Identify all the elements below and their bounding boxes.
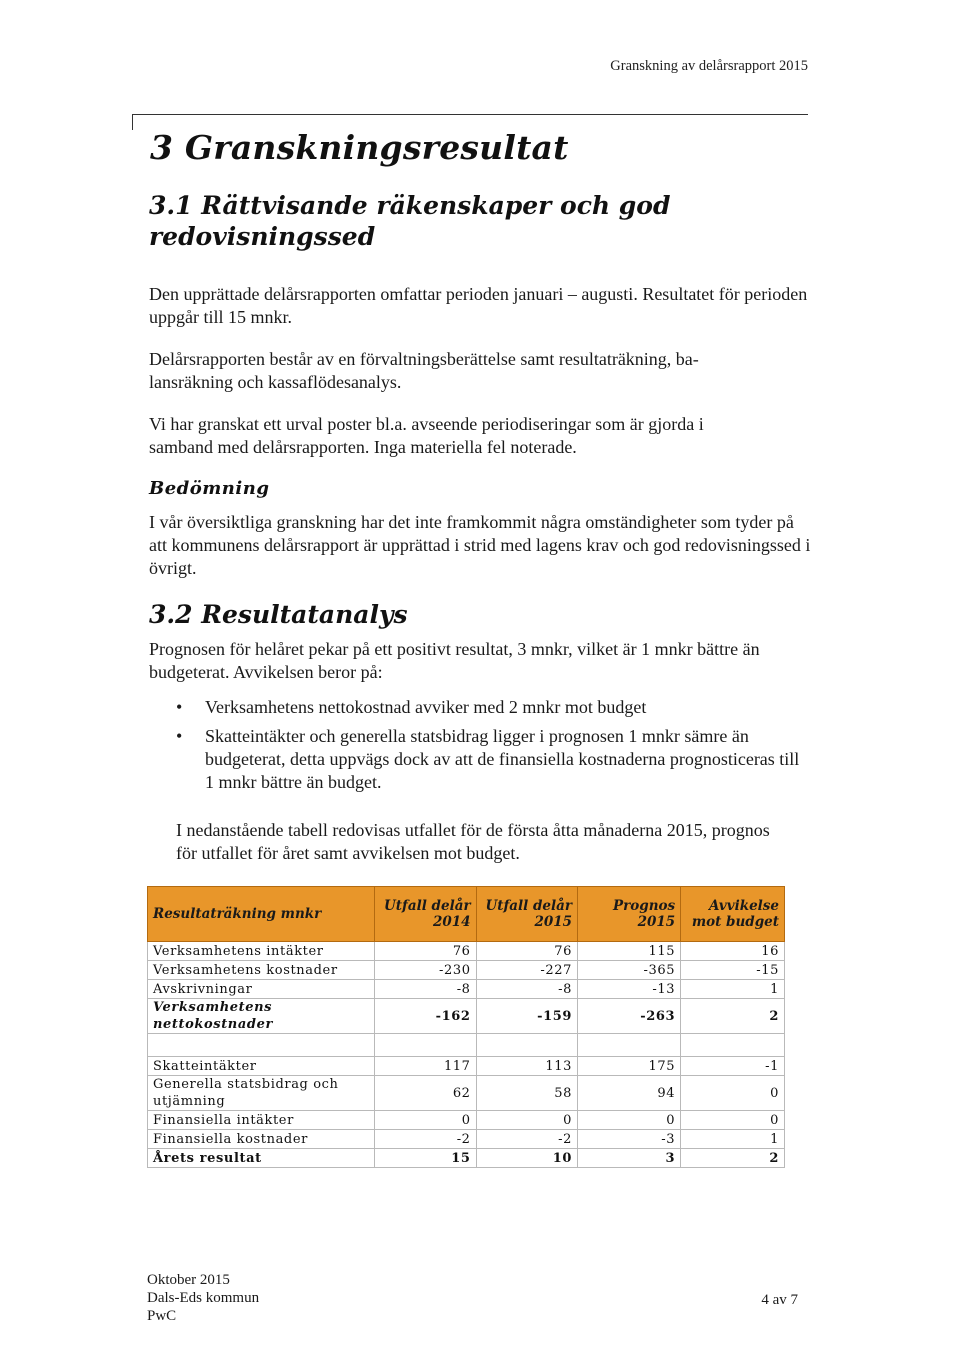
footer-client: Dals-Eds kommun xyxy=(147,1290,260,1306)
row-label: Verksamhetens nettokostnader xyxy=(148,999,375,1034)
cell-value: -1 xyxy=(681,1057,785,1076)
row-label: Finansiella intäkter xyxy=(148,1111,375,1130)
row-label: Verksamhetens intäkter xyxy=(148,942,375,961)
cell-value: 1 xyxy=(681,980,785,999)
row-label: Årets resultat xyxy=(148,1149,375,1168)
cell-value: 0 xyxy=(681,1076,785,1111)
table-row xyxy=(148,980,785,999)
cell-value: 0 xyxy=(681,1111,785,1130)
header-rule xyxy=(132,114,808,115)
cell-value: 2 xyxy=(681,1149,785,1168)
table-row-total xyxy=(148,1149,785,1168)
row-label: Avskrivningar xyxy=(148,980,375,999)
cell-value: 115 xyxy=(578,942,681,961)
table-row-subtotal xyxy=(148,999,785,1034)
section-title: 3 Granskningsresultat xyxy=(150,128,569,167)
cell-value: -13 xyxy=(578,980,681,999)
bullet-item: • Skatteintäkter och generella statsbidrag ligger i prognosen 1 mnkr sämre än budgeterat, detta uppvägs dock av att de finansiella kostnaderna prognosticeras till 1 mnkr bättre än budget. xyxy=(176,725,806,794)
cell-value: 62 xyxy=(375,1076,476,1111)
table-header-row xyxy=(148,887,785,942)
cell-value: 1 xyxy=(681,1130,785,1149)
cell-value: -15 xyxy=(681,961,785,980)
table-row xyxy=(148,942,785,961)
col-header-2015: Utfall delår 2015 xyxy=(476,887,577,942)
cell-value: -159 xyxy=(476,999,577,1034)
table-row xyxy=(148,1057,785,1076)
cell-value: 16 xyxy=(681,942,785,961)
paragraph-review: Vi har granskat ett urval poster bl.a. avseende periodiseringar som är gjorda i samband med delårsrapporten. Inga materiella fel noterade. xyxy=(149,414,704,457)
cell-value: 76 xyxy=(476,942,577,961)
footer-info xyxy=(147,1271,259,1325)
cell-value: -3 xyxy=(578,1130,681,1149)
subsection-title-3-2: 3.2 Resultatanalys xyxy=(149,600,408,629)
cell-value: -365 xyxy=(578,961,681,980)
header-rule-tick xyxy=(132,114,133,130)
bullet-item: • Verksamhetens nettokostnad avviker med 2 mnkr mot budget xyxy=(176,696,806,719)
cell-value: 10 xyxy=(476,1149,577,1168)
col-header-forecast: Prognos 2015 xyxy=(578,887,681,942)
paragraph-period: Den upprättade delårsrapporten omfattar perioden januari – augusti. Resultatet för perioden uppgår till 15 mnkr. xyxy=(149,284,808,327)
col-header-label: Resultaträkning mnkr xyxy=(148,887,375,942)
cell-value: 117 xyxy=(375,1057,476,1076)
cell-value: 94 xyxy=(578,1076,681,1111)
assessment-heading: Bedömning xyxy=(149,478,270,499)
col-header-deviation: Avvikelse mot budget xyxy=(681,887,785,942)
cell-value: -162 xyxy=(375,999,476,1034)
table-row xyxy=(148,1111,785,1130)
paragraph-forecast: Prognosen för helåret pekar på ett positivt resultat, 3 mnkr, vilket är 1 mnkr bättre än budgeterat. Avvikelsen beror på: xyxy=(149,639,760,682)
row-label: Finansiella kostnader xyxy=(148,1130,375,1149)
cell-value: 76 xyxy=(375,942,476,961)
cell-value: -8 xyxy=(375,980,476,999)
cell-value: -2 xyxy=(375,1130,476,1149)
col-header-2014: Utfall delår 2014 xyxy=(375,887,476,942)
income-statement-table xyxy=(147,886,785,1168)
deviation-bullet-list xyxy=(176,696,806,800)
paragraph-table-intro: I nedanstående tabell redovisas utfallet för de första åtta månaderna 2015, prognos för utfallet för året samt avvikelsen mot budget. xyxy=(176,820,770,863)
row-label: Verksamhetens kostnader xyxy=(148,961,375,980)
table-row xyxy=(148,1076,785,1111)
footer-firm: PwC xyxy=(147,1308,177,1324)
paragraph-contents: Delårsrapporten består av en förvaltningsberättelse samt resultaträkning, ba-lansräkning och kassaflödesanalys. xyxy=(149,349,699,392)
cell-value: 58 xyxy=(476,1076,577,1111)
table-row xyxy=(148,961,785,980)
cell-value: 0 xyxy=(578,1111,681,1130)
cell-value: -227 xyxy=(476,961,577,980)
cell-value: 15 xyxy=(375,1149,476,1168)
cell-value: -2 xyxy=(476,1130,577,1149)
cell-value: 175 xyxy=(578,1057,681,1076)
cell-value: 3 xyxy=(578,1149,681,1168)
running-header: Granskning av delårsrapport 2015 xyxy=(610,58,808,74)
table-spacer-row xyxy=(148,1034,785,1057)
assessment-text: I vår översiktliga granskning har det inte framkommit några omständigheter som tyder på att kommunens delårsrapport är upprättad i strid med lagens krav och god redovisningssed i övrigt. xyxy=(149,512,811,578)
cell-value: 0 xyxy=(476,1111,577,1130)
row-label: Generella statsbidrag och utjämning xyxy=(148,1076,375,1111)
subsection-title-3-1: 3.1 Rättvisande räkenskaper och god redovisningssed xyxy=(149,191,671,251)
cell-value: 2 xyxy=(681,999,785,1034)
table-row xyxy=(148,1130,785,1149)
cell-value: 0 xyxy=(375,1111,476,1130)
cell-value: 113 xyxy=(476,1057,577,1076)
cell-value: -8 xyxy=(476,980,577,999)
row-label: Skatteintäkter xyxy=(148,1057,375,1076)
page-number: 4 av 7 xyxy=(761,1292,798,1308)
cell-value: -230 xyxy=(375,961,476,980)
footer-date: Oktober 2015 xyxy=(147,1272,230,1288)
cell-value: -263 xyxy=(578,999,681,1034)
